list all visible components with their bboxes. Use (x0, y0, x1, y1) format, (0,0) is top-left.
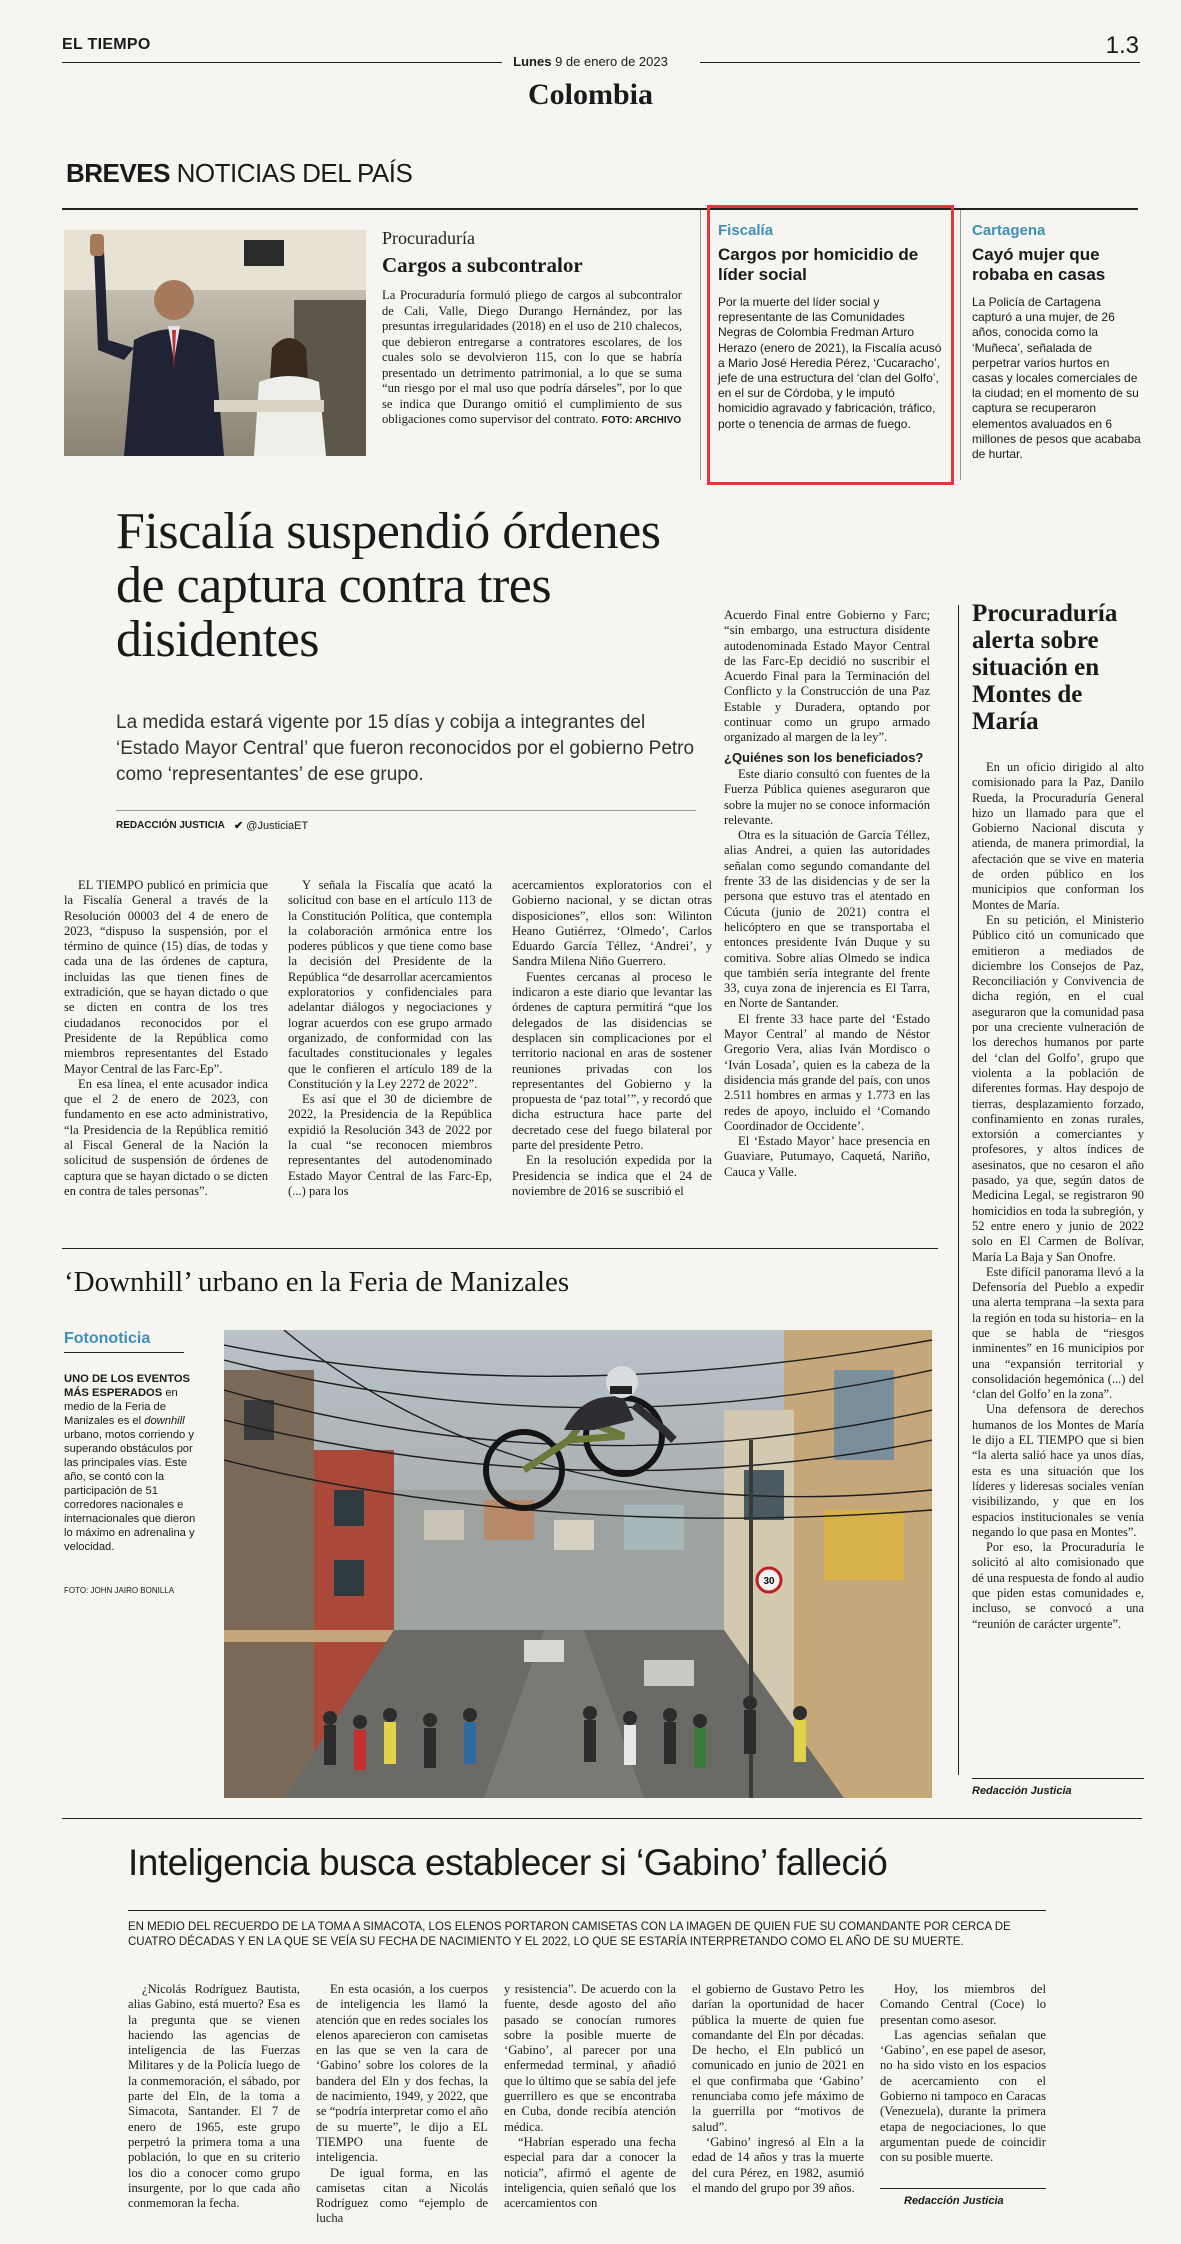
paragraph: Acuerdo Final entre Gobierno y Farc; “sin embargo, una estructura disidente autodenominada Estado Mayor Central de las Farc-Ep decidió no suscribir el Acuerdo Final para la Terminación del Conflicto y la Construcción de una Paz Estable y Duradera, optando por continuar como un grupo armado organizado al margen de la ley”. (724, 608, 930, 745)
highlight-box (707, 205, 954, 485)
twitter-bird-icon: ✔ (234, 820, 244, 832)
paragraph: En esa línea, el ente acusador indica que el 2 de enero de 2023, con fundamento en ese acto administrativo, “la Presidencia de la República remitió al Fiscal General de la Nación la solicitud de suspensión de órdenes de captura que se hayan dictado o se dicten en contra de tales personas”. (64, 1076, 268, 1198)
gabino-column-3 (504, 1982, 676, 2211)
brief-separator (700, 210, 701, 480)
paragraph: De igual forma, en las camisetas citan a Nicolás Rodríguez como “ejemplo de lucha (316, 2165, 488, 2226)
main-subhead: ¿Quiénes son los beneficiados? (724, 749, 924, 765)
gabino-rule (62, 1818, 1142, 1819)
fotonoticia-caption (64, 1372, 204, 1554)
paragraph: ¿Nicolás Rodríguez Bautista, alias Gabino, está muerto? Esa es la pregunta que se vienen haciendo las agencias de inteligencia de las Fuerzas Militares y de la Policía luego de la conmemoración, el sábado, por parte del Eln, de la toma a Simacota, Santander. El 7 de enero de 1965, este grupo perpetró la primera toma a una población, lo que en su criterio los dio a conocer como grupo insurgente, por lo que cada año conmemoran la fecha. (128, 1982, 300, 2211)
breves-title (66, 158, 412, 189)
paragraph: Por eso, la Procuraduría le solicitó al alto comisionado que dé una respuesta de fondo al audio que piden estas comunidades e, incluso, se convocó a una “reunión de carácter urgente”. (972, 1540, 1144, 1631)
gabino-column-5 (880, 1982, 1046, 2166)
gabino-column-1 (128, 1982, 300, 2211)
photo-credit: FOTO: JOHN JAIRO BONILLA (64, 1586, 175, 1595)
main-column-1 (64, 878, 268, 1199)
main-column-2 (288, 878, 492, 1199)
photo-credit: FOTO: ARCHIVO (601, 415, 682, 426)
paragraph: Y señala la Fiscalía que acató la solicitud con base en el artículo 113 de la Constitución Política, que contempla la colaboración armónica entre los poderes públicos y que tiene como base la decisión del Presidente de la República “de desarrollar acercamientos exploratorios y confidenciales para adelantar diálogos y negociaciones y lograr acuerdos con ese grupo armado organizado, de conformidad con las facultades constitucionales y legales que le confieren el artículo 189 de la Constitución y la Ley 2272 de 2022”. (288, 878, 492, 1091)
twitter-handle (234, 819, 308, 832)
caption-italic: downhill (144, 1415, 185, 1427)
paragraph: “Habrían esperado una fecha especial para dar a conocer la noticia”, afirmó el agente de inteligencia, quien señaló que los acercamientos con (504, 2134, 676, 2211)
main-headline: Fiscalía suspendió órdenes de captura contra tres disidentes (116, 503, 661, 668)
caption-lead: UNO DE LOS EVENTOS MÁS ESPERADOS (64, 1373, 190, 1399)
sidebar-rule (958, 605, 959, 1775)
main-deck: La medida estará vigente por 15 días y cobija a integrantes del ‘Estado Mayor Central’ que fueron reconocidos por el gobierno Petro como ‘representantes’ de ese grupo. (116, 712, 695, 785)
issue-date (0, 54, 1181, 69)
main-byline: REDACCIÓN JUSTICIA (116, 820, 225, 831)
breves-title-rest: NOTICIAS DEL PAÍS (169, 158, 413, 188)
procuraduria-photo (64, 230, 366, 456)
breves-rule (62, 208, 1138, 210)
paragraph: Otra es la situación de García Téllez, alias Andrei, a quien las autoridades señalan como segundo comandante del frente 33 de las disidencias y de ser la persona que estuvo tras el atentado en Cúcuta (junio de 2021) contra el helicóptero en que se transportaba el entonces presidente Iván Duque y su comitiva. Sobre alias Olmedo se indica que también sería integrante del frente 33, cuya zona de injerencia es El Tarra, en Norte de Santander. (724, 828, 930, 1011)
gabino-deck: EN MEDIO DEL RECUERDO DE LA TOMA A SIMACOTA, LOS ELENOS PORTARON CAMISETAS CON LA IMAGEN DE QUIEN FUE SU COMANDANTE POR CERCA DE CUATRO DÉCADAS Y EN LA QUE SE VEÍA SU FECHA DE NACIMIENTO Y EL 2022, LO QUE SE ESTARÍA INTERPRETANDO COMO EL AÑO DE SU MUERTE. (128, 1921, 1011, 1948)
paragraph: El frente 33 hace parte del ‘Estado Mayor Central’ al mando de Néstor Gregorio Vera, alias Iván Mordisco o ‘Iván Losada’, quien es la cabeza de la disidencia más grande del país, con unos 2.511 hombres en armas y 1.773 en las redes de apoyo, incluido el ‘Comando Coordinador de Occidente’. (724, 1011, 930, 1133)
paragraph: En un oficio dirigido al alto comisionado para la Paz, Danilo Rueda, la Procuraduría General hizo un llamado para que el Gobierno Nacional discuta y atienda, de manera primordial, la afectación que se vive en materia de orden público en los municipios que conforman los Montes de María. (972, 760, 1144, 912)
paragraph: En esta ocasión, a los cuerpos de inteligencia les llamó la atención que en redes sociales los elenos aparecieron con camisetas en las que se ven la cara de ‘Gabino’ sobre los colores de la bandera del Eln y dos fechas, la de nacimiento, 1949, y 2022, que se “podría interpretar como el año de su muerte”, le dijo a EL TIEMPO una fuente de inteligencia. (316, 1982, 488, 2165)
page-number: 1.3 (1105, 32, 1139, 59)
caption-text-b: urbano, motos corriendo y superando obstáculos por las principales vías. Este año, se contó con la participación de 51 corredores nacionales e internacionales que dieron lo máximo en adrenalina y velocidad. (64, 1429, 196, 1553)
brief-body (382, 288, 682, 429)
paragraph: Hoy, los miembros del Comando Central (Coce) lo presentan como asesor. (880, 1982, 1046, 2027)
brief-title: Cargos por homicidio de líder social (718, 245, 919, 284)
sidebar-credit: Redacción Justicia (972, 1785, 1072, 1797)
downhill-rule (62, 1248, 938, 1249)
paragraph: Fuentes cercanas al proceso le indicaron a este diario que levantar las órdenes de captura permitirá “que los delegados de las disidencias se desplacen sin complicaciones por el territorio nacional en aras de sostener reuniones privadas con los representantes del Gobierno y la propuesta de ‘paz total’”, y recordó que dicha estructura hace parte del decretado cese del fuego bilateral por parte del presidente Petro. (512, 969, 712, 1153)
gabino-headline: Inteligencia busca establecer si ‘Gabino’ falleció (128, 1842, 888, 1883)
newspaper-brand: EL TIEMPO (62, 36, 151, 53)
paragraph: Las agencias señalan que ‘Gabino’, en ese papel de asesor, no ha sido visto en los espacios de acercamiento con el Gobierno ni tampoco en Caracas (Venezuela), durante la primera etapa de negociaciones, lo que argumentan puede de coincidir con su posible muerte. (880, 2027, 1046, 2165)
byline-rule (116, 810, 696, 811)
brief-kicker: Cartagena (972, 222, 1046, 239)
fotonoticia-label: Fotonoticia (64, 1330, 151, 1347)
paragraph: Es así que el 30 de diciembre de 2022, la Presidencia de la República expidió la Resolución 343 de 2022 por la cual “se reconocen miembros representantes del autodenominado Estado Mayor Central de las Farc-Ep, (...) para los (288, 1092, 492, 1198)
brief-body: La Policía de Cartagena capturó a una mujer, de 26 años, conocida como la ‘Muñeca’, señalada de perpetrar varios hurtos en casas y locales comerciales de la ciudad; en el momento de su captura se recuperaron elementos avaluados en 6 millones de pesos que acababa de hurtar. (972, 295, 1141, 462)
gabino-column-4 (692, 1982, 864, 2196)
paragraph: Este difícil panorama llevó a la Defensoría del Pueblo a expedir una alerta temprana –la sexta para la región en toda su historia– en la que se habla de “riesgos inminentes” en 16 municipios por una “expansión territorial y consolidación hegemónica (...) del ‘clan del Golfo’ en la zona”. (972, 1264, 1144, 1402)
brief-kicker: Procuraduría (382, 228, 475, 248)
speed-sign-number: 30 (763, 1576, 775, 1587)
breves-title-bold: BREVES (66, 158, 170, 188)
section-title: Colombia (527, 78, 653, 111)
paragraph: acercamientos exploratorios con el Gobierno nacional, y se dictan otras disposiciones”, ellos son: Wilinton Heano Gutiérrez, ‘Olmedo’, Carlos Eduardo García Téllez, ‘Andrei’, y Sandra Milena Niño Guerrero. (512, 878, 712, 969)
brief-title: Cargos a subcontralor (382, 253, 583, 277)
brief-body: Por la muerte del líder social y representante de las Comunidades Negras de Colombia Fredman Arturo Herazo (enero de 2021), la Fiscalía acusó a Mario José Heredia Pérez, ‘Cucaracho’, jefe de una estructura del ‘clan del Golfo’, en el sur de Córdoba, y le imputó homicidio agravado y fabricación, tráfico, porte o tenencia de armas de fuego. (718, 295, 942, 431)
gabino-column-2 (316, 1982, 488, 2227)
sidebar-credit-rule (972, 1778, 1144, 1779)
paragraph: En su petición, el Ministerio Público citó un comunicado que emitieron a mediados de diciembre los Consejos de Paz, Reconciliación y Convivencia de dicha región, en el cual aseguraron que la comunidad pasa por una creciente vulneración de los derechos humanos por parte del ‘clan del Golfo’, grupo que violenta a la población de diferentes formas. Hay despojo de tierras, desplazamiento forzado, confinamiento en zonas rurales, extorsión a comerciantes y profesores, y altos índices de asesinatos, que no cesaron el año pasado, ya que, según datos de Medicina Legal, se registraron 90 homicidios en toda la subregión, y 52 entre enero y junio de 2022 solo en El Carmen de Bolívar, María La Baja y San Onofre. (972, 912, 1144, 1264)
paragraph: El ‘Estado Mayor’ hace presencia en Guaviare, Putumayo, Caquetá, Nariño, Cauca y Valle. (724, 1134, 930, 1179)
sidebar-headline: Procuraduría alerta sobre situación en Montes de María (972, 600, 1118, 735)
brief-cartagena (972, 222, 1144, 462)
courtroom-photo-illustration (64, 230, 366, 456)
paragraph: En la resolución expedida por la Presidencia se indica que el 24 de noviembre de 2016 se suscribió el (512, 1153, 712, 1198)
gabino-credit-rule (880, 2188, 1046, 2189)
gabino-credit: Redacción Justicia (904, 2195, 1004, 2207)
fotonoticia-rule (64, 1352, 184, 1353)
handle-text: @JusticiaET (246, 820, 309, 832)
date-rest: 9 de enero de 2023 (551, 54, 668, 69)
paragraph: Este diario consultó con fuentes de la Fuerza Pública quienes aseguraron que sobre la mujer no se conoce información relevante. (724, 766, 930, 827)
paragraph: EL TIEMPO publicó en primicia que la Fiscalía General a través de la Resolución 00003 del 4 de enero de 2023, “dispuso la suspensión, por el término de quince (15) días, de todas y cada una de las órdenes de captura, incluidas las que tienen fines de extradición, que se hayan dictado o que se dicten en contra de los tres ciudadanos reconocidos por el Presidente de la República como miembros representantes del Estado Mayor Central de las Farc-Ep”. (64, 878, 268, 1076)
brief-body-text: La Procuraduría formuló pliego de cargos al subcontralor de Cali, Valle, Diego Durango Hernández, por las presuntas irregularidades (2018) en el uso de 210 chalecos, que debieron entregarse a contratores escolares, de los cuales solo se devolvieron 115, con lo que se habría presentado un detrimento patrimonial, a lo que se suma “un riesgo por el mal uso que podría dárseles”, por lo que se indica que Durango omitió el cumplimiento de sus obligaciones como supervisor del contrato. (382, 288, 682, 426)
date-day: Lunes (513, 54, 552, 69)
gabino-deck-rule (128, 1910, 1046, 1911)
brief-kicker: Fiscalía (718, 222, 774, 239)
main-column-3 (512, 878, 712, 1199)
brief-separator (960, 210, 961, 480)
downhill-title: ‘Downhill’ urbano en la Feria de Manizales (64, 1266, 570, 1298)
downhill-photo-illustration (224, 1330, 932, 1798)
paragraph: Una defensora de derechos humanos de los Montes de María le dijo a EL TIEMPO que si bien “la alerta salió hace ya unos días, esta es una situación que los líderes y lideresas sociales venían visibilizando, y que en los espacios institucionales se venía negando lo que pasa en Montes”. (972, 1402, 1144, 1539)
downhill-photo (224, 1330, 932, 1798)
main-column-4 (724, 608, 930, 1180)
paragraph: y resistencia”. De acuerdo con la fuente, desde agosto del año pasado se conocían rumores sobre la posible muerte de ‘Gabino’, al parecer por una enfermedad terminal, y añadió que lo último que se sabía del jefe guerrillero es que se encontraba en Cuba, donde recibía atención médica. (504, 1982, 676, 2134)
caption-text-a: en medio de la Feria de Manizales es el (64, 1387, 178, 1427)
brief-title: Cayó mujer que robaba en casas (972, 245, 1106, 284)
paragraph: el gobierno de Gustavo Petro les darían la oportunidad de hacer pública la muerte de quien fue comandante del Eln por décadas. De hecho, el Eln publicó un comunicado en junio de 2021 en el que confirmaba que ‘Gabino’ renunciaba como jefe máximo de la guerrilla por “motivos de salud”. (692, 1982, 864, 2134)
paragraph: ‘Gabino’ ingresó al Eln a la edad de 14 años y tras la muerte del cura Pérez, en 1982, asumió el mando del grupo por 39 años. (692, 2134, 864, 2195)
brief-procuraduria (382, 228, 682, 429)
sidebar-column (972, 760, 1144, 1632)
